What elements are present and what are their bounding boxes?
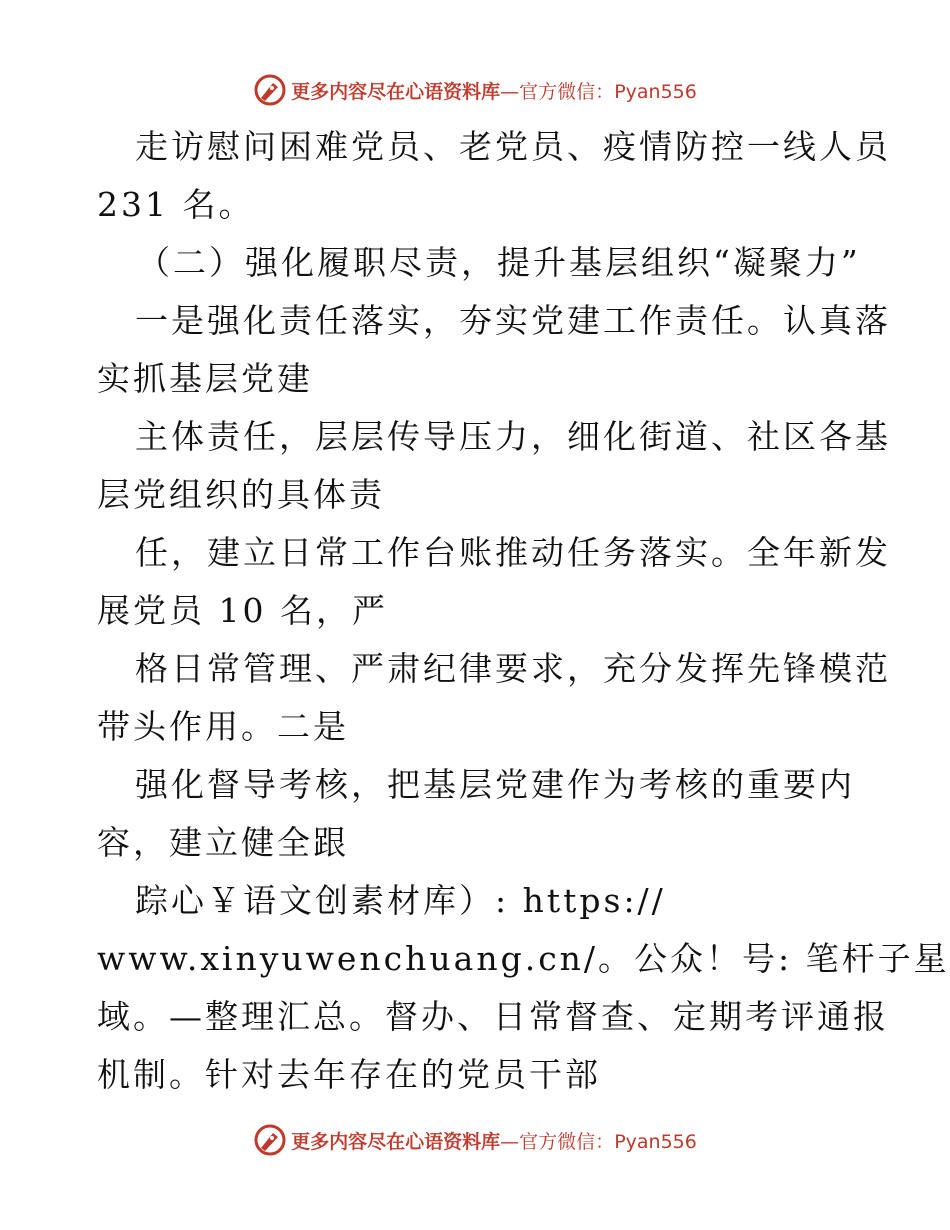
- text-line-13: 容，建立健全跟: [97, 823, 349, 862]
- text-line-16: 域。—整理汇总。督办、日常督查、定期考评通报: [97, 997, 889, 1036]
- header-banner-id: Pyan556: [614, 80, 697, 103]
- pen-nib-logo-icon: [253, 1123, 287, 1157]
- header-banner-dash: —: [500, 80, 520, 103]
- text-line-2: 231 名。: [97, 185, 255, 224]
- text-line-17: 机制。针对去年存在的党员干部: [97, 1055, 601, 1094]
- section-heading: （二）强化履职尽责，提升基层组织“凝聚力”: [137, 243, 861, 282]
- footer-banner-dash: —: [500, 1130, 520, 1153]
- footer-banner-text: [291, 1127, 697, 1154]
- footer-banner: [0, 1120, 950, 1160]
- text-line-15: www.xinyuwenchuang.cn/。公众！号: 笔杆子星: [97, 939, 950, 978]
- text-line-9: 展党员 10 名，严: [97, 591, 388, 630]
- text-line-4: 一是强化责任落实，夯实党建工作责任。认真落: [135, 301, 891, 340]
- text-line-10: 格日常管理、严肃纪律要求，充分发挥先锋模范: [135, 649, 891, 688]
- text-line-1: 走访慰问困难党员、老党员、疫情防控一线人员: [135, 127, 891, 166]
- text-line-8: 任，建立日常工作台账推动任务落实。全年新发: [135, 533, 891, 572]
- text-line-12: 强化督导考核，把基层党建作为考核的重要内: [135, 765, 855, 804]
- footer-banner-main: 更多内容尽在心语资料库: [291, 1130, 501, 1153]
- text-line-5: 实抓基层党建: [97, 359, 313, 398]
- header-banner: [0, 70, 950, 110]
- text-line-6: 主体责任，层层传导压力，细化街道、社区各基: [135, 417, 891, 456]
- text-line-11: 带头作用。二是: [97, 707, 349, 746]
- footer-banner-id: Pyan556: [614, 1130, 697, 1153]
- header-banner-wechat: 官方微信：: [519, 80, 615, 103]
- footer-banner-wechat: 官方微信：: [519, 1130, 615, 1153]
- text-line-7: 层党组织的具体责: [97, 475, 385, 514]
- header-banner-main: 更多内容尽在心语资料库: [291, 80, 501, 103]
- text-line-14: 踪心￥语文创素材库）: https://: [135, 881, 666, 920]
- document-body: [97, 118, 950, 1104]
- header-banner-text: [291, 77, 697, 104]
- pen-nib-logo-icon: [253, 73, 287, 107]
